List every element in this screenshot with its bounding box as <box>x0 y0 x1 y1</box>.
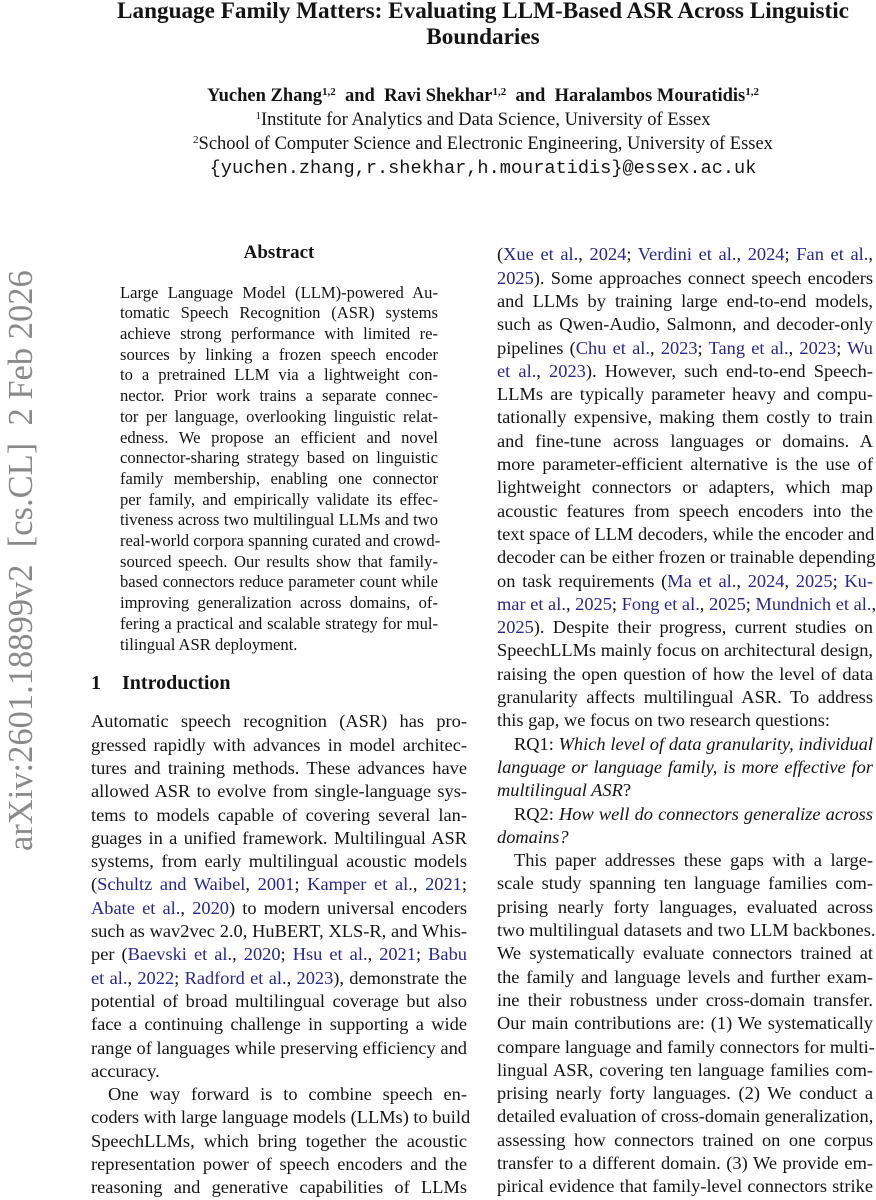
text-segment: tor per language, overlooking linguistic relat- <box>120 406 438 426</box>
text-segment: ; <box>294 874 308 895</box>
text-segment: , <box>245 874 258 895</box>
italic-text: language or language family, is more effective for <box>497 756 873 777</box>
text-line <box>497 663 873 686</box>
text-segment: sourced speech. Our results show that family- <box>120 551 438 571</box>
affiliation-mark: 2 <box>193 134 199 146</box>
citation-link[interactable]: 2001 <box>257 874 295 895</box>
author-name: Yuchen Zhang <box>206 86 322 106</box>
text-segment: ; <box>280 944 293 965</box>
text-line <box>497 989 873 1012</box>
text-segment: more parameter-efficient alternative is the use of <box>497 454 873 475</box>
text-line <box>497 430 873 453</box>
text-segment: Automatic speech recognition (ASR) has pro- <box>91 711 467 732</box>
affiliation-text: Institute for Analytics and Data Science, University of Essex <box>260 110 711 130</box>
text-line <box>497 313 873 336</box>
text-line <box>497 1129 873 1152</box>
citation-link[interactable]: et al. <box>497 360 537 381</box>
text-segment: ; <box>745 593 756 614</box>
text-segment: , <box>127 967 138 988</box>
text-segment: transfer to a different domain. (3) We provide em- <box>497 1153 873 1174</box>
text-segment: assessing how connectors trained on one corpus <box>497 1129 873 1150</box>
citation-link[interactable]: Ku- <box>844 570 873 591</box>
author-affiliation-mark: 1,2 <box>492 86 507 98</box>
text-line <box>120 552 438 573</box>
text-segment: sources by linking a frozen speech encoder <box>120 344 438 364</box>
text-segment: , <box>788 337 800 358</box>
text-segment: ( <box>91 874 98 895</box>
text-segment: LLMs are typically parameter heavy and compu- <box>497 384 873 405</box>
text-line <box>91 780 467 803</box>
text-line <box>497 919 876 942</box>
text-line <box>497 849 873 872</box>
author-name: Haralambos Mouratidis <box>554 86 746 106</box>
text-segment: tationally expensive, making them costly to train <box>497 407 873 428</box>
citation-link[interactable]: 2023 <box>296 967 334 988</box>
author-separator: and <box>344 86 375 106</box>
text-segment: text space of LLM decoders, while the encoder and <box>497 523 875 544</box>
affiliation <box>60 108 876 132</box>
citation-link[interactable]: Xue et al. <box>503 244 579 265</box>
text-line <box>91 897 467 920</box>
text-line <box>497 1036 873 1059</box>
text-segment: ; <box>611 593 622 614</box>
text-line <box>497 1105 873 1128</box>
text-line <box>120 407 438 428</box>
text-segment: We systematically evaluate connectors trained at <box>497 943 873 964</box>
text-line <box>91 1083 467 1106</box>
text-line <box>91 967 467 990</box>
text-segment: ). Despite their progress, current studies on <box>533 617 873 638</box>
text-line <box>91 827 467 850</box>
text-segment: ) to modern universal encoders <box>228 897 468 918</box>
text-line <box>120 428 438 449</box>
citation-link[interactable]: 2020 <box>243 944 281 965</box>
italic-text: multilingual ASR <box>497 780 623 801</box>
citation-link[interactable]: Radford et al. <box>184 967 287 988</box>
text-segment: granularity affects multilingual ASR. To address <box>497 687 873 708</box>
text-line <box>497 1059 873 1082</box>
text-segment: scale study spanning ten language families com- <box>497 873 873 894</box>
italic-text: How well do connectors generalize across <box>558 803 873 824</box>
text-segment: , <box>784 570 796 591</box>
text-line <box>91 850 467 873</box>
text-line <box>497 779 873 802</box>
citation-link[interactable]: 2024 <box>589 244 627 265</box>
text-segment: per family, and empirically validate its effec- <box>120 489 438 509</box>
text-segment: family membership, enabling one connector <box>120 468 438 488</box>
text-line <box>497 1082 873 1105</box>
text-segment: This paper addresses these gaps with a large- <box>514 850 873 871</box>
text-segment: decoder can be either frozen or trainable depending <box>497 547 876 568</box>
text-line <box>497 570 873 593</box>
text-line <box>497 290 873 313</box>
text-line <box>497 383 873 406</box>
text-segment: tems to models capable of covering several lan- <box>91 804 467 825</box>
italic-text: Which level of data granularity, individual <box>558 733 873 754</box>
citation-link[interactable]: 2023 <box>660 337 698 358</box>
text-segment: ( <box>497 244 504 265</box>
text-line <box>497 453 873 476</box>
text-line <box>91 1013 467 1036</box>
text-line <box>497 360 873 383</box>
text-segment: allowed ASR to evolve from single-language sys- <box>91 781 467 802</box>
citation-link[interactable]: 2021 <box>379 944 416 965</box>
text-segment: , <box>565 593 576 614</box>
citation-link[interactable]: Mundnich et al. <box>755 593 872 614</box>
text-line <box>497 267 873 290</box>
text-line <box>497 523 873 546</box>
text-segment: , <box>180 897 193 918</box>
text-line <box>497 639 873 662</box>
text-line <box>120 324 438 345</box>
text-segment: ; <box>415 944 429 965</box>
text-segment: to a pretrained LLM via a lightweight con- <box>120 365 438 385</box>
citation-link[interactable]: mar et al. <box>497 593 566 614</box>
text-line <box>91 1153 467 1176</box>
text-line <box>91 757 467 780</box>
text-segment: Large Language Model (LLM)-powered Au- <box>120 282 438 302</box>
section-title: Introduction <box>122 672 231 694</box>
citation-link[interactable]: et al. <box>91 967 128 988</box>
section-number: 1 <box>91 672 101 694</box>
text-segment: representation power of speech encoders and the <box>91 1154 467 1175</box>
text-segment: per ( <box>91 944 128 965</box>
text-line <box>120 490 438 511</box>
text-segment: , <box>699 593 709 614</box>
citation-link[interactable]: Kamper et al. <box>307 874 413 895</box>
text-line <box>120 531 441 552</box>
text-segment: , <box>578 244 590 265</box>
affiliation <box>60 132 876 156</box>
text-line <box>497 803 873 826</box>
text-segment: gressed rapidly with advances in model architec- <box>91 734 467 755</box>
text-line <box>120 593 438 614</box>
text-segment: acoustic features from speech encoders into the <box>497 500 873 521</box>
text-segment: RQ2: <box>514 803 559 824</box>
author-affiliation-mark: 1,2 <box>745 86 759 98</box>
citation-link[interactable]: Baevski et al. <box>127 944 233 965</box>
text-line <box>120 635 438 656</box>
text-segment: coders with large language models (LLMs) to build <box>91 1107 471 1128</box>
text-segment: detailed evaluation of cross-domain generalization, <box>497 1106 874 1127</box>
text-segment: ; <box>697 337 709 358</box>
citation-link[interactable]: Fan et al. <box>796 244 869 265</box>
text-segment: edness. We propose an efficient and novel <box>120 427 438 447</box>
text-segment: and LLMs by training large end-to-end models, <box>497 290 873 311</box>
text-segment: pirical evidence that family-level connectors strike <box>497 1176 873 1197</box>
text-segment: real-world corpora spanning curated and crowd- <box>120 531 441 551</box>
text-segment: reasoning and generative capabilities of LLMs <box>91 1177 467 1198</box>
text-segment: such as Qwen-Audio, Salmonn, and decoder-only <box>497 314 873 335</box>
abstract-heading: Abstract <box>243 242 315 263</box>
text-segment: tomatic Speech Recognition (ASR) systems <box>120 303 438 323</box>
citation-link[interactable]: 2025 <box>497 267 534 288</box>
text-segment: RQ1: <box>514 733 559 754</box>
text-segment: , <box>871 593 876 614</box>
text-segment: on task requirements ( <box>497 570 668 591</box>
text-segment: , <box>232 944 244 965</box>
text-line <box>91 1130 467 1153</box>
text-segment: ; <box>626 244 638 265</box>
citation-link[interactable]: 2023 <box>799 337 837 358</box>
text-line <box>497 243 873 266</box>
text-segment: , <box>868 244 873 265</box>
citation-link[interactable]: Abate et al. <box>91 897 181 918</box>
author-affiliation-mark: 1,2 <box>321 86 336 98</box>
text-segment: ), demonstrate the <box>333 967 467 988</box>
text-line <box>91 734 467 757</box>
text-line <box>120 365 438 386</box>
text-segment: One way forward is to combine speech en- <box>108 1084 467 1105</box>
text-segment: , <box>649 337 661 358</box>
text-segment: ine their robustness under cross-domain transfer. <box>497 989 873 1010</box>
text-line <box>120 303 438 324</box>
text-line <box>120 386 438 407</box>
text-line <box>120 510 438 531</box>
title-line: Language Family Matters: Evaluating LLM-Based ASR Across Linguistic <box>117 0 849 24</box>
author-emails: {yuchen.zhang,r.shekhar,h.mouratidis}@essex.ac.uk <box>209 158 757 179</box>
citation-link[interactable]: 2025 <box>795 570 833 591</box>
text-segment: this gap, we focus on two research questions: <box>497 710 830 731</box>
text-line <box>91 873 467 896</box>
text-line <box>497 406 873 429</box>
citation-link[interactable]: 2024 <box>747 244 785 265</box>
text-segment: potential of broad multilingual coverage but also <box>91 990 467 1011</box>
citation-link[interactable]: 2020 <box>192 897 229 918</box>
text-line <box>497 872 873 895</box>
text-line <box>497 476 873 499</box>
text-line <box>91 920 467 943</box>
text-line <box>120 448 438 469</box>
text-line <box>497 500 873 523</box>
text-segment: improving generalization across domains, of- <box>120 593 438 613</box>
text-segment: pipelines ( <box>497 337 576 358</box>
text-line <box>120 572 438 593</box>
text-segment: ; <box>832 570 845 591</box>
text-segment: Our main contributions are: (1) We systematically <box>497 1013 873 1034</box>
title-line: Boundaries <box>426 24 540 50</box>
text-segment: raising the open question of how the level of data <box>497 663 873 684</box>
citation-link[interactable]: Ma et al. <box>667 570 737 591</box>
text-segment: guages in a unified framework. Multilingual ASR <box>91 827 467 848</box>
text-segment: ; <box>461 874 467 895</box>
text-line <box>497 616 873 639</box>
text-line <box>120 469 438 490</box>
text-segment: prising nearly forty languages, evaluated across <box>497 896 873 917</box>
text-segment: accuracy. <box>91 1060 160 1081</box>
text-segment: tilingual ASR deployment. <box>120 634 298 654</box>
text-segment: , <box>286 967 297 988</box>
author-list <box>60 84 876 108</box>
text-segment: ; <box>836 337 848 358</box>
citation-link[interactable]: 2023 <box>549 360 586 381</box>
citation-link[interactable]: Wu <box>847 337 873 358</box>
text-segment: , <box>736 570 748 591</box>
text-segment: lightweight connectors or adapters, which map <box>497 477 873 498</box>
text-segment: lingual ASR, covering ten language families com- <box>497 1059 873 1080</box>
text-line <box>497 896 873 919</box>
text-line <box>497 686 873 709</box>
text-line <box>497 966 873 989</box>
text-segment: compare language and family connectors for multi- <box>497 1036 875 1057</box>
text-line <box>91 990 467 1013</box>
citation-link[interactable]: Verdini et al. <box>637 244 737 265</box>
citation-link[interactable]: Schultz and Waibel <box>97 874 246 895</box>
citation-link[interactable]: Fong et al. <box>621 593 700 614</box>
text-line <box>497 826 873 849</box>
citation-link[interactable]: Tang et al. <box>708 337 789 358</box>
text-line <box>497 1175 873 1198</box>
text-line <box>120 345 438 366</box>
text-line <box>497 756 873 779</box>
text-segment: ; <box>784 244 797 265</box>
citation-link[interactable]: Chu et al. <box>575 337 650 358</box>
text-segment: , <box>536 360 550 381</box>
text-line <box>120 283 438 304</box>
text-line <box>497 1152 873 1175</box>
text-line <box>91 943 467 966</box>
text-line <box>91 710 467 733</box>
text-segment: , <box>367 944 380 965</box>
text-segment: ? <box>622 780 632 801</box>
text-segment: nector. Prior work trains a separate connec- <box>120 386 438 406</box>
text-segment: face a continuing challenge in supporting a wide <box>91 1014 467 1035</box>
text-segment: ; <box>174 967 185 988</box>
text-segment: range of languages while preserving efficiency and <box>91 1037 467 1058</box>
text-line <box>497 942 873 965</box>
text-segment: , <box>412 874 426 895</box>
text-segment: , <box>736 244 748 265</box>
text-segment: based connectors reduce parameter count while <box>120 572 438 592</box>
text-line <box>497 546 876 569</box>
text-segment: fering a practical and scalable strategy for mul- <box>120 613 438 633</box>
text-line <box>91 804 467 827</box>
text-line <box>91 1037 467 1060</box>
text-line <box>497 593 876 616</box>
text-segment: two multilingual datasets and two LLM backbones. <box>497 920 876 941</box>
text-segment: tiveness across two multilingual LLMs and two <box>120 510 438 530</box>
text-line <box>497 709 873 732</box>
citation-link[interactable]: 2024 <box>747 570 785 591</box>
citation-link[interactable]: 2022 <box>137 967 175 988</box>
citation-link[interactable]: 2025 <box>497 617 534 638</box>
section-heading-introduction <box>91 672 231 695</box>
text-line <box>91 1060 467 1083</box>
text-segment: the family and language levels and further exam- <box>497 966 873 987</box>
text-segment: prising nearly forty languages. (2) We conduct a <box>497 1083 873 1104</box>
text-segment: SpeechLLMs, which bring together the acoustic <box>91 1130 467 1151</box>
paper-title <box>60 0 876 50</box>
author-name: Ravi Shekhar <box>384 86 493 106</box>
text-segment: systems, from early multilingual acoustic models <box>91 851 467 872</box>
citation-link[interactable]: Babu <box>428 944 467 965</box>
text-line <box>497 1012 873 1035</box>
text-line <box>497 337 873 360</box>
citation-link[interactable]: Hsu et al. <box>292 944 368 965</box>
citation-link[interactable]: 2025 <box>575 593 612 614</box>
text-segment: such as wav2vec 2.0, HuBERT, XLS-R, and Whis- <box>91 921 467 942</box>
arxiv-stamp: arXiv:2601.18899v2 [cs.CL] 2 Feb 2026 <box>2 270 40 851</box>
affiliation-mark: 1 <box>255 110 261 122</box>
text-segment: ). Some approaches connect speech encoders <box>533 267 873 288</box>
author-separator: and <box>515 86 546 106</box>
text-line <box>497 733 873 756</box>
citation-link[interactable]: 2021 <box>425 874 462 895</box>
text-line <box>91 1106 471 1129</box>
italic-text: domains? <box>497 826 569 847</box>
text-segment: achieve strong performance with limited re- <box>120 324 438 344</box>
text-segment: connector-sharing strategy based on linguistic <box>120 448 438 468</box>
text-segment: SpeechLLMs mainly focus on architectural design, <box>497 640 873 661</box>
citation-link[interactable]: 2025 <box>709 593 746 614</box>
text-segment: tures and training methods. These advances have <box>91 757 467 778</box>
text-segment: ). However, such end-to-end Speech- <box>585 360 873 381</box>
text-segment: and fine-tune across languages or domains. A <box>497 430 873 451</box>
text-line <box>91 1176 467 1199</box>
text-line <box>120 614 438 635</box>
affiliation-text: School of Computer Science and Electronic Engineering, University of Essex <box>198 134 773 154</box>
